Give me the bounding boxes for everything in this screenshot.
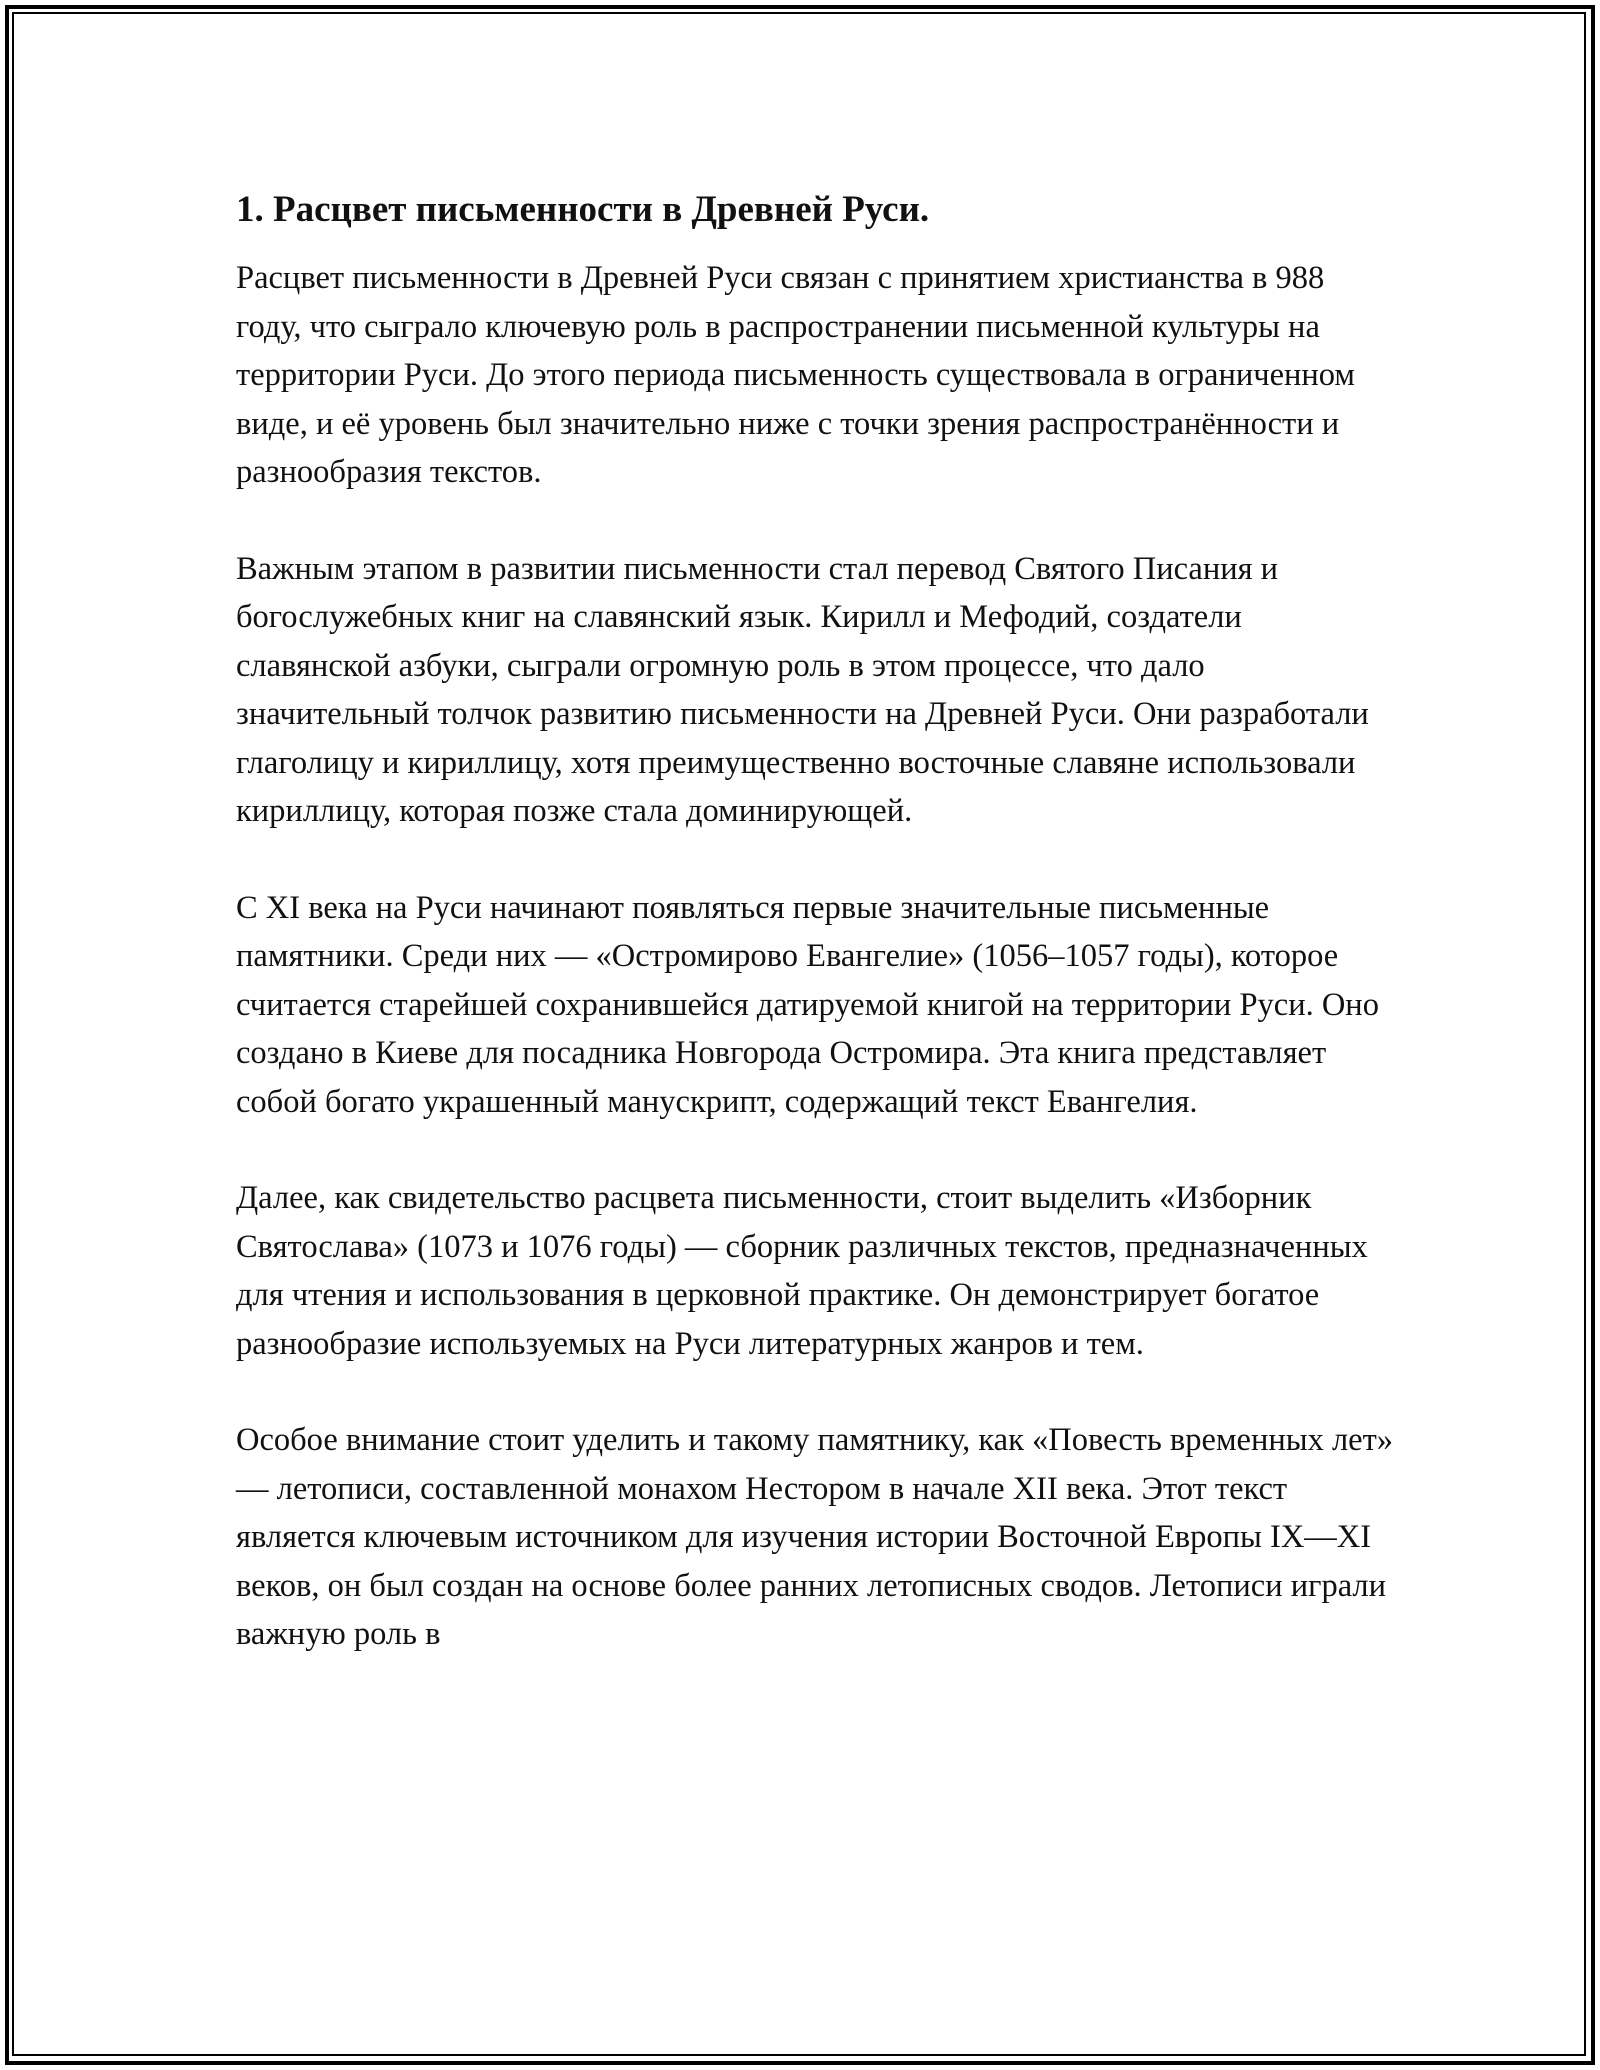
document-body <box>236 186 1396 1707</box>
paragraph-1: Расцвет письменности в Древней Руси связан с принятием христианства в 988 году, что сыграло ключевую роль в распространении письменной культуры на территории Руси. До этого периода письменность существовала в ограниченном виде, и её уровень был значительно ниже с точки зрения распространённости и разнообразия текстов. <box>236 260 1355 490</box>
paragraph-3: С XI века на Руси начинают появляться первые значительные письменные памятники. Среди них — «Остромирово Евангелие» (1056–1057 годы), которое считается старейшей сохранившейся датируемой книгой на территории Руси. Оно создано в Киеве для посадника Новгорода Остромира. Эта книга представляет собой богато украшенный манускрипт, содержащий текст Евангелия. <box>236 889 1379 1120</box>
section-heading: 1. Расцвет письменности в Древней Руси. <box>236 189 930 230</box>
paragraph-2: Важным этапом в развитии письменности стал перевод Святого Писания и богослужебных книг на славянский язык. Кирилл и Мефодий, создатели славянской азбуки, сыграли огромную роль в этом процессе, что дало значительный толчок развитию письменности на Древней Руси. Они разработали глаголицу и кириллицу, хотя преимущественно восточные славяне использовали кириллицу, которая позже стала доминирующей. <box>236 550 1369 829</box>
paragraph-4: Далее, как свидетельство расцвета письменности, стоит выделить «Изборник Святослава» (1073 и 1076 годы) — сборник различных текстов, предназначенных для чтения и использования в церковной практике. Он демонстрирует богатое разнообразие используемых на Руси литературных жанров и тем. <box>236 1180 1368 1362</box>
paragraph-5: Особое внимание стоит уделить и такому памятнику, как «Повесть временных лет» — летописи, составленной монахом Нестором в начале XII века. Этот текст является ключевым источником для изучения истории Восточной Европы IX—XI веков, он был создан на основе более ранних летописных сводов. Летописи играли важную роль в <box>236 1422 1394 1652</box>
